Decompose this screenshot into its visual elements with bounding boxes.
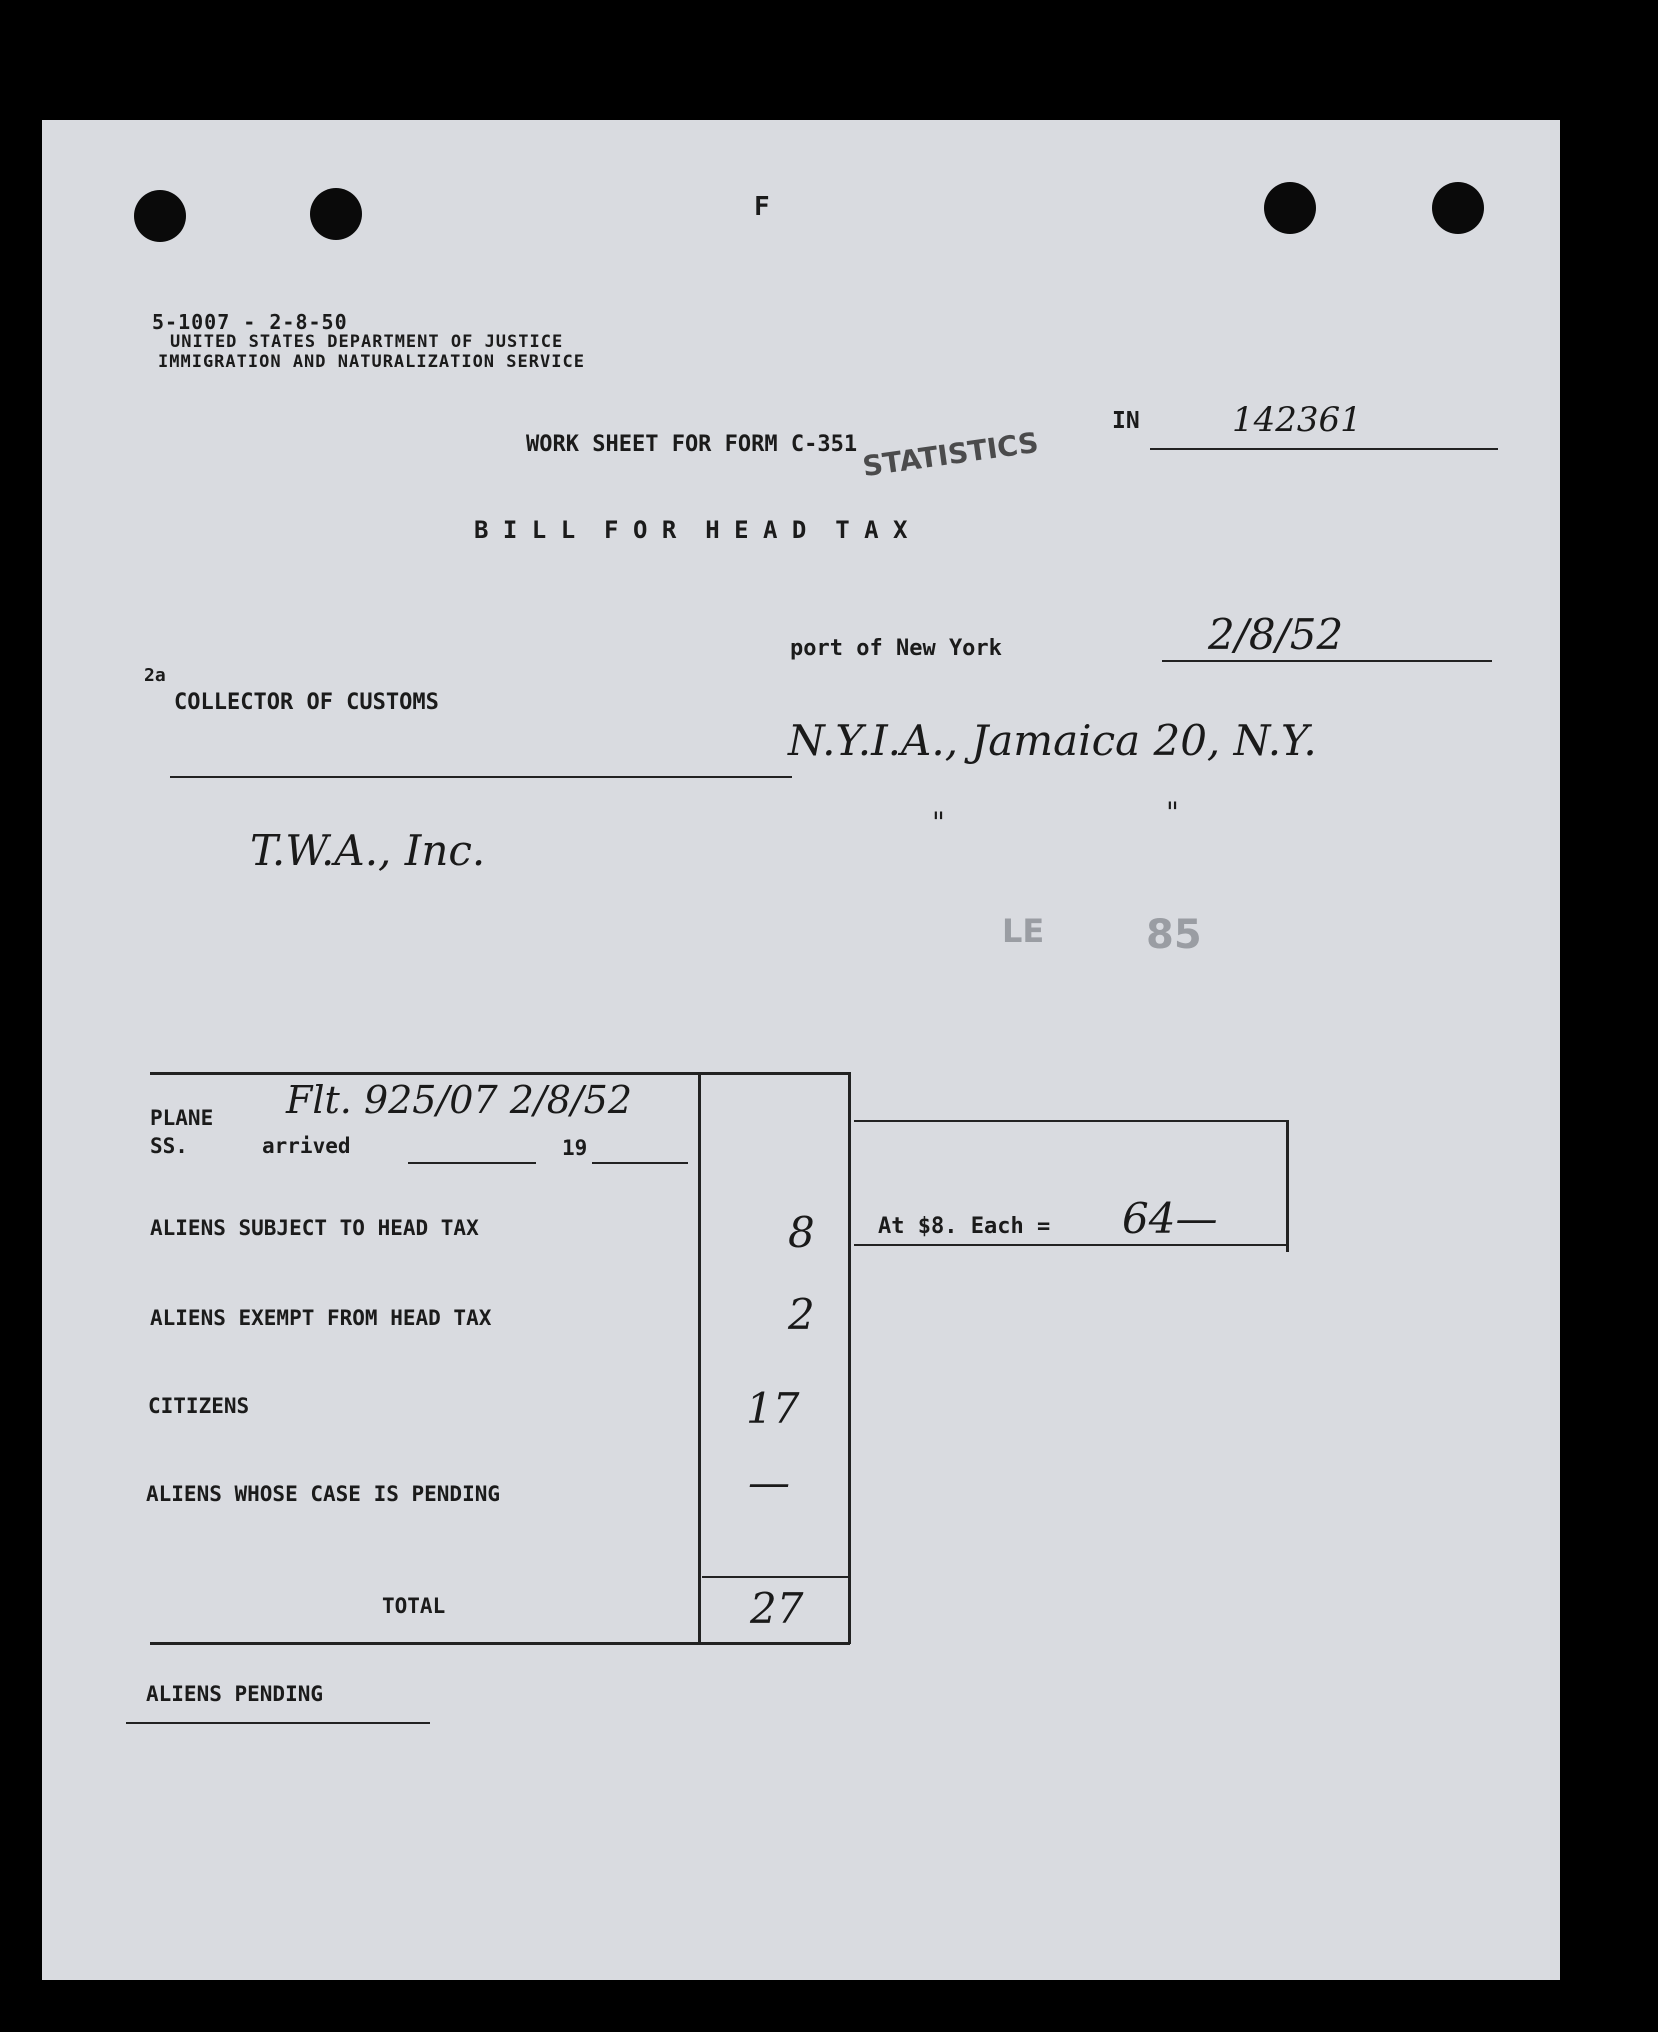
rate-box-right [1286,1120,1289,1252]
row-label-subject: ALIENS SUBJECT TO HEAD TAX [150,1216,479,1240]
worksheet-title: WORK SHEET FOR FORM C-351 [526,432,858,457]
rate-box-line [854,1244,1288,1246]
ditto-mark-1: " [932,806,945,839]
faint-stamp-prefix: LE [1002,912,1045,950]
port-label: port of New York [790,636,1002,661]
collector-label: COLLECTOR OF CUSTOMS [174,690,439,715]
aliens-pending-underline [126,1722,430,1724]
ss-label: SS. [150,1134,188,1158]
collector-underline [170,776,792,778]
row-label-exempt: ALIENS EXEMPT FROM HEAD TAX [150,1306,492,1330]
arrived-underline [408,1162,536,1164]
total-top-border [702,1576,848,1578]
rate-amount: 64— [1122,1194,1218,1243]
table-bottom-border [150,1642,850,1645]
year-prefix: 19 [562,1136,588,1160]
in-number: 142361 [1232,400,1362,440]
location: N.Y.I.A., Jamaica 20, N.Y. [788,716,1317,765]
date-underline [1162,660,1492,662]
row-value-subject: 8 [788,1208,815,1257]
total-label: TOTAL [382,1594,446,1618]
rate-box-top [854,1120,1288,1122]
punch-hole-3 [1264,182,1316,234]
total-value: 27 [750,1584,804,1633]
bill-title: B I L L F O R H E A D T A X [474,516,908,544]
plane-label: PLANE [150,1106,214,1130]
table-right-border [848,1072,851,1644]
form-code: 5-1007 - 2-8-50 [152,310,348,334]
row-value-citizens: 17 [746,1384,800,1433]
in-number-underline [1150,448,1498,450]
rate-label: At $8. Each = [878,1214,1051,1239]
document-page [42,120,1560,1980]
agency-line-2: IMMIGRATION AND NATURALIZATION SERVICE [158,352,585,372]
statistics-stamp: STATISTICS [860,425,1041,484]
aliens-pending-label: ALIENS PENDING [146,1682,324,1706]
ditto-mark-2: " [1166,796,1179,829]
punch-hole-4 [1432,182,1484,234]
year-underline [592,1162,688,1164]
arrived-label: arrived [262,1134,351,1158]
carrier-name: T.W.A., Inc. [250,826,486,875]
table-divider [698,1072,701,1644]
agency-line-1: UNITED STATES DEPARTMENT OF JUSTICE [170,332,564,352]
to-prefix: 2a [144,665,166,686]
in-label: IN [1112,408,1140,434]
row-label-citizens: CITIZENS [148,1394,250,1418]
top-mark: F [754,192,770,222]
faint-stamp-number: 85 [1146,912,1202,958]
table-top-border [150,1072,850,1075]
punch-hole-1 [134,190,186,242]
row-value-exempt: 2 [788,1290,815,1339]
flight-info: Flt. 925/07 2/8/52 [286,1078,633,1122]
row-value-pending: — [748,1458,790,1507]
date: 2/8/52 [1208,610,1344,659]
row-label-pending: ALIENS WHOSE CASE IS PENDING [146,1482,501,1506]
punch-hole-2 [310,188,362,240]
